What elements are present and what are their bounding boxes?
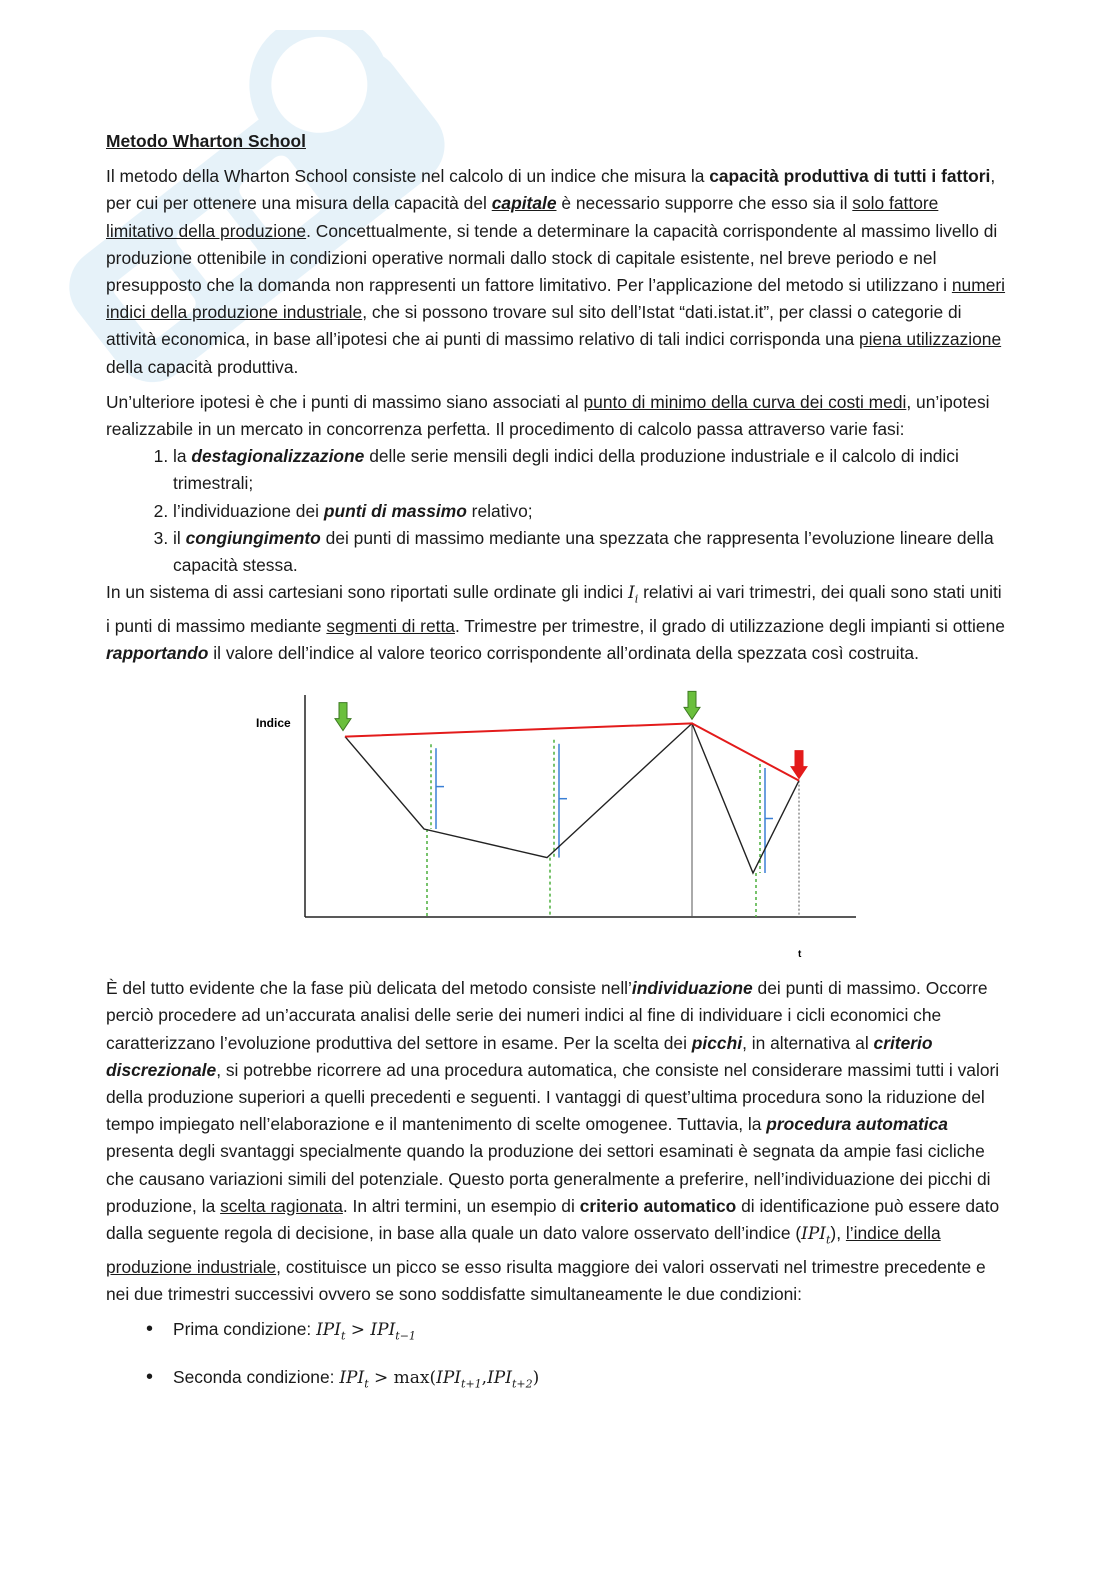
paragraph-peaks: È del tutto evidente che la fase più delicata del metodo consiste nell’individuazione dei punti di massimo. Occorre perciò procedere ad un’accurata analisi delle serie dei numeri indici al fine di individuare i cicli economici che caratterizzano l’evoluzione produttiva del settore in esame. Per la scelta dei picchi, in alternativa al criterio discrezionale, si potrebbe ricorrere ad una procedura automatica, che consiste nel considerare massimi tutti i valori della produzione superiori a quelli precedenti e seguenti. I vantaggi di quest’ultima procedura sono la riduzione del tempo impiegato nell’elaborazione e il mantenimento di scelte omogenee. Tuttavia, la procedura automatica presenta degli svantaggi specialmente quando la produzione dei settori esaminati è segnata da ampie fasi cicliche che causano variazioni simili del potenziale. Questo porta generalmente a preferire, nell’individuazione dei picchi di produzione, la scelta ragionata. In altri termini, un esempio di criterio automatico di identificazione può essere dato dalla seguente regola di decisione, in base alla quale un dato valore osservato dell’indice $(IPI_t)$, l’indice della produzione industriale, costituisce un picco se esso risulta maggiore dei valori osservati nel trimestre precedente e nei due trimestri successivi ovvero se sono soddisfatte simultaneamente le due condizioni: bbox=[106, 978, 1000, 1304]
page-title: Metodo Wharton School bbox=[106, 131, 306, 151]
index-series-line bbox=[345, 724, 799, 874]
condition-item: • Seconda condizione: $IPI_t > \max(IPI_{t+1},IPI_{t+2})$ bbox=[173, 1364, 1006, 1398]
peak-arrow-icon bbox=[684, 692, 700, 720]
paragraph-hypothesis: Un’ulteriore ipotesi è che i punti di massimo siano associati al punto di minimo della curva dei costi medi, un’ipotesi realizzabile in un mercato in concorrenza perfetta. Il procedimento di calcolo passa attraverso varie fasi: bbox=[106, 391, 990, 440]
paragraph-intro: Il metodo della Wharton School consiste nel calcolo di un indice che misura la capacità produttiva di tutti i fattori, per cui per ottenere una misura della capacità del capitale è necessario supporre che esso sia il solo fattore limitativo della produzione. Concettualmente, si tende a determinare la capacità corrispondente al massimo livello di produzione ottenibile in condizioni operative normali dallo stock di capitale esistente, nel breve periodo e nel presupposto che la domanda non rappresenti un fattore limitativo. Per l’applicazione del metodo si utilizzano i numeri indici della produzione industriale, che si possono trovare sul sito dell’Istat “dati.istat.it”, per classi o categorie di attività economica, in base all’ipotesi che ai punti di massimo relativo di tali indici corrisponda una piena utilizzazione della capacità produttiva. bbox=[106, 166, 1006, 377]
peak-arrow-icon bbox=[335, 703, 351, 731]
y-axis-label: Indice bbox=[256, 716, 291, 731]
list-item: 3. il congiungimento dei punti di massimo mediante una spezzata che rappresenta l’evoluzione lineare della capacità stessa. bbox=[173, 525, 1006, 579]
capacity-envelope-line bbox=[345, 724, 799, 781]
steps-list bbox=[106, 443, 1006, 579]
document-page bbox=[106, 128, 1006, 1411]
chart-svg bbox=[106, 675, 1006, 965]
condition-item: • Prima condizione: $IPI_t > IPI_{t-1}$ bbox=[173, 1316, 1006, 1350]
conditions-list bbox=[106, 1316, 1006, 1397]
current-arrow-icon bbox=[791, 751, 807, 779]
paragraph-cartesian: In un sistema di assi cartesiani sono riportati sulle ordinate gli indici $I_i$ relativi ai vari trimestri, dei quali sono stati uniti i punti di massimo mediante segmenti di retta. Trimestre per trimestre, il grado di utilizzazione degli impianti si ottiene rapportando il valore dell’indice al valore teorico corrispondente all’ordinata della spezzata così costruita. bbox=[106, 582, 1005, 664]
list-item: 2. l’individuazione dei punti di massimo relativo; bbox=[173, 498, 1006, 525]
wharton-chart bbox=[106, 675, 1006, 965]
list-item: 1. la destagionalizzazione delle serie mensili degli indici della produzione industriale e il calcolo di indici trimestrali; bbox=[173, 443, 1006, 497]
x-axis-label: t bbox=[798, 949, 802, 961]
